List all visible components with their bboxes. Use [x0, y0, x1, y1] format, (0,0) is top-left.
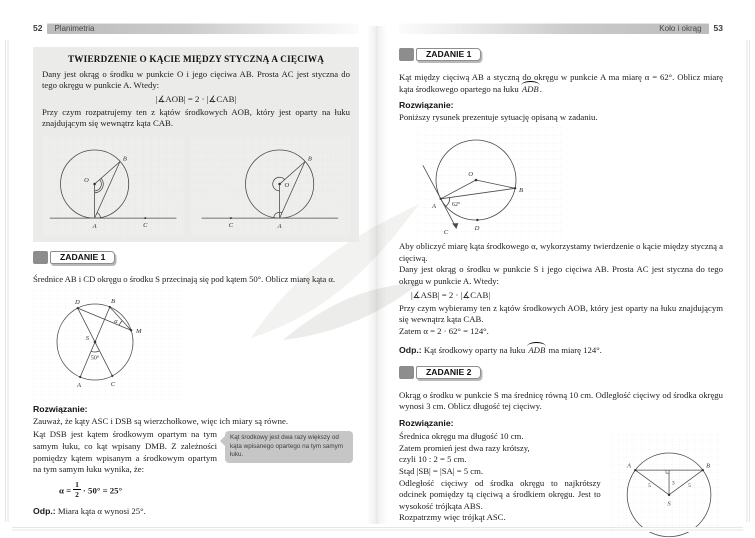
page-stack-edge-right	[745, 40, 750, 522]
theorem-line2: Przy czym rozpatrujemy ten z kątów środkowych AOB, który jest oparty na łuku znajdującym się wewnątrz kąta CAB.	[42, 106, 350, 129]
fraction-denominator: 2	[75, 490, 79, 500]
task2-line: Średnica okręgu ma długość 10 cm.	[399, 430, 524, 441]
task2-line: Stąd |SB| = |SA| = 5 cm.	[399, 465, 484, 476]
task1-left-problem: Średnice AB i CD okręgu o środku S przecinają się pod kątem 50°. Oblicz miarę kąta α.	[33, 273, 335, 284]
task1-left-par2: Kąt DSB jest kątem środkowym opartym na tym samym łuku, co kąt wpisany DMB. Z zależności pomiędzy kątem wpisanym a środkowym opartym na tym samym łuku wynika, że:	[33, 429, 217, 475]
task1-left-solution-heading: Rozwiązanie:	[33, 403, 88, 414]
task1-right-answer	[399, 345, 723, 355]
theorem-line1: Dany jest okrąg o środku w punkcie O i jego cięciwa AB. Prosta AC jest styczna do tego okręgu w punkcie A. Wtedy:	[42, 69, 350, 91]
theorem-diagram-left	[42, 135, 184, 237]
task2-line: Rozpatrzmy więc trójkąt ASC.	[399, 512, 506, 523]
point-label-d: D	[474, 224, 480, 232]
formula-rhs: · 50° = 25°	[82, 485, 123, 496]
fraction-numerator: 1	[75, 479, 79, 489]
angle-label-50: 50°	[90, 355, 100, 362]
badge-square	[399, 366, 414, 379]
task1-left-par1: Zauważ, że kąty ASC i DSB są wierzchołkowe, więc ich miary są równe.	[33, 415, 288, 426]
point-label-d: D	[75, 298, 80, 306]
task2-badge	[399, 366, 481, 379]
task1-right-par2: Dany jest okrąg o środku w punkcie S i jego cięciwa AB. Prosta AC jest styczna do tego okręgu w punkcie A. Wtedy:	[399, 264, 723, 286]
point-label-s: S	[85, 334, 89, 342]
task1-left-par2-row	[33, 429, 359, 476]
arc-adb: ADB	[521, 83, 539, 94]
left-page-number: 52	[33, 23, 43, 33]
point-label-m: M	[136, 327, 142, 335]
task2-solution-text	[399, 431, 601, 538]
right-page-number: 53	[713, 23, 723, 33]
badge-label: ZADANIE 1	[50, 251, 115, 264]
task1-right-badge	[399, 48, 481, 61]
point-label-c: C	[443, 228, 449, 236]
point-label-c: C	[143, 221, 148, 229]
point-label-a: A	[431, 202, 437, 210]
point-label-a: A	[626, 462, 631, 470]
point-label-a: A	[76, 381, 82, 389]
task1-right-par3: Przy czym wybieramy ten z kątów środkowych AOB, który jest oparty na łuku znajdującym się wewnątrz kąta CAB.	[399, 302, 723, 325]
task1-right-formula: |∡ASB| = 2 · |∡CAB|	[411, 289, 491, 300]
point-label-b: B	[308, 155, 313, 163]
point-label-o: O	[284, 181, 290, 189]
answer-label: Odp.:	[399, 344, 422, 355]
length-label-5-right: 5	[687, 483, 691, 490]
task1-right-diagram	[417, 127, 562, 237]
page-stack-edge-bottom	[12, 527, 743, 532]
theorem-box	[33, 47, 359, 242]
task1-left-answer	[33, 506, 359, 516]
length-label-3: 3	[671, 480, 675, 487]
task2-solution-row	[399, 431, 723, 538]
left-running-head: Planimetria	[47, 23, 359, 34]
answer-text: Miara kąta α wynosi 25°.	[57, 506, 146, 517]
formula-lhs: α =	[59, 485, 72, 496]
left-page-header	[33, 22, 359, 34]
task2-line: Odległość cięciwy od środka okręgu to najkrótszy odcinek pomiędzy tą cięciwą a środkiem okręgu. Jest to wysokość trójkąta ABS.	[399, 477, 601, 511]
angle-label-alpha: α	[114, 317, 118, 325]
point-label-b: B	[111, 297, 116, 305]
task1-right-solution-heading: Rozwiązanie:	[399, 100, 454, 111]
point-label-o: O	[468, 170, 473, 178]
task2-diagram	[611, 431, 723, 538]
page-stack-edge-left	[5, 40, 10, 522]
badge-label: ZADANIE 2	[416, 366, 481, 379]
task1-left-diagram	[33, 290, 183, 400]
task1-left-formula	[33, 481, 359, 499]
angle-label-62: 62°	[452, 201, 461, 208]
theorem-diagrams	[42, 135, 350, 237]
problem-text-end: .	[539, 83, 542, 94]
fraction	[73, 481, 81, 499]
task2-problem: Okrąg o środku w punkcie S ma średnicę równą 10 cm. Odległość cięciwy od środka okręgu wynosi 3 cm. Oblicz długość tej cięciwy.	[399, 389, 723, 412]
page-left	[33, 22, 359, 516]
badge-square	[33, 251, 48, 264]
book-gutter	[367, 26, 387, 524]
badge-label: ZADANIE 1	[416, 48, 481, 61]
point-label-c: C	[229, 221, 234, 229]
theorem-diagram-right	[190, 135, 350, 237]
answer-post: ma miarę 124°.	[546, 344, 602, 355]
length-label-5-left: 5	[647, 483, 651, 490]
badge-square	[399, 48, 414, 61]
page-right	[399, 22, 723, 538]
task1-right-par4: Zatem α = 2 · 62° = 124°.	[399, 325, 489, 336]
task1-left-badge	[33, 251, 115, 264]
task1-right-intro: Poniższy rysunek prezentuje sytuację opisaną w zadaniu.	[399, 112, 598, 123]
right-running-head: Koło i okrąg	[399, 23, 709, 34]
point-label-c: C	[110, 380, 116, 388]
task2-solution-heading: Rozwiązanie:	[399, 417, 454, 428]
theorem-title: TWIERDZENIE O KĄCIE MIĘDZY STYCZNĄ A CIĘCIWĄ	[67, 54, 325, 64]
answer-pre: Kąt środkowy oparty na łuku	[423, 344, 528, 355]
point-label-s: S	[667, 500, 671, 508]
arc-adb: ADB	[528, 344, 546, 355]
point-label-b: B	[122, 155, 127, 163]
task1-right-problem	[399, 72, 723, 95]
point-label-b: B	[519, 186, 524, 194]
task1-right-par1: Aby obliczyć miarę kąta środkowego α, wykorzystamy twierdzenie o kącie między styczną a cięciwą.	[399, 240, 723, 263]
point-label-o: O	[84, 177, 89, 185]
hint-callout: Kąt środkowy jest dwa razy większy od kąta wpisanego opartego na tym samym łuku.	[225, 431, 353, 463]
problem-text: Kąt między cięciwą AB a styczną do okręgu w punkcie A ma miarę α = 62°. Oblicz miarę kąta środkowego opartego na łuku	[399, 72, 723, 94]
right-page-header	[399, 22, 723, 34]
task2-line: czyli 10 : 2 = 5 cm.	[399, 454, 467, 465]
point-label-b: B	[705, 462, 710, 470]
point-label-a: A	[277, 222, 282, 230]
task2-line: Zatem promień jest dwa razy krótszy,	[399, 442, 530, 453]
theorem-formula: |∡AOB| = 2 · |∡CAB|	[155, 93, 237, 104]
point-label-a: A	[92, 222, 97, 230]
answer-label: Odp.:	[33, 506, 56, 517]
